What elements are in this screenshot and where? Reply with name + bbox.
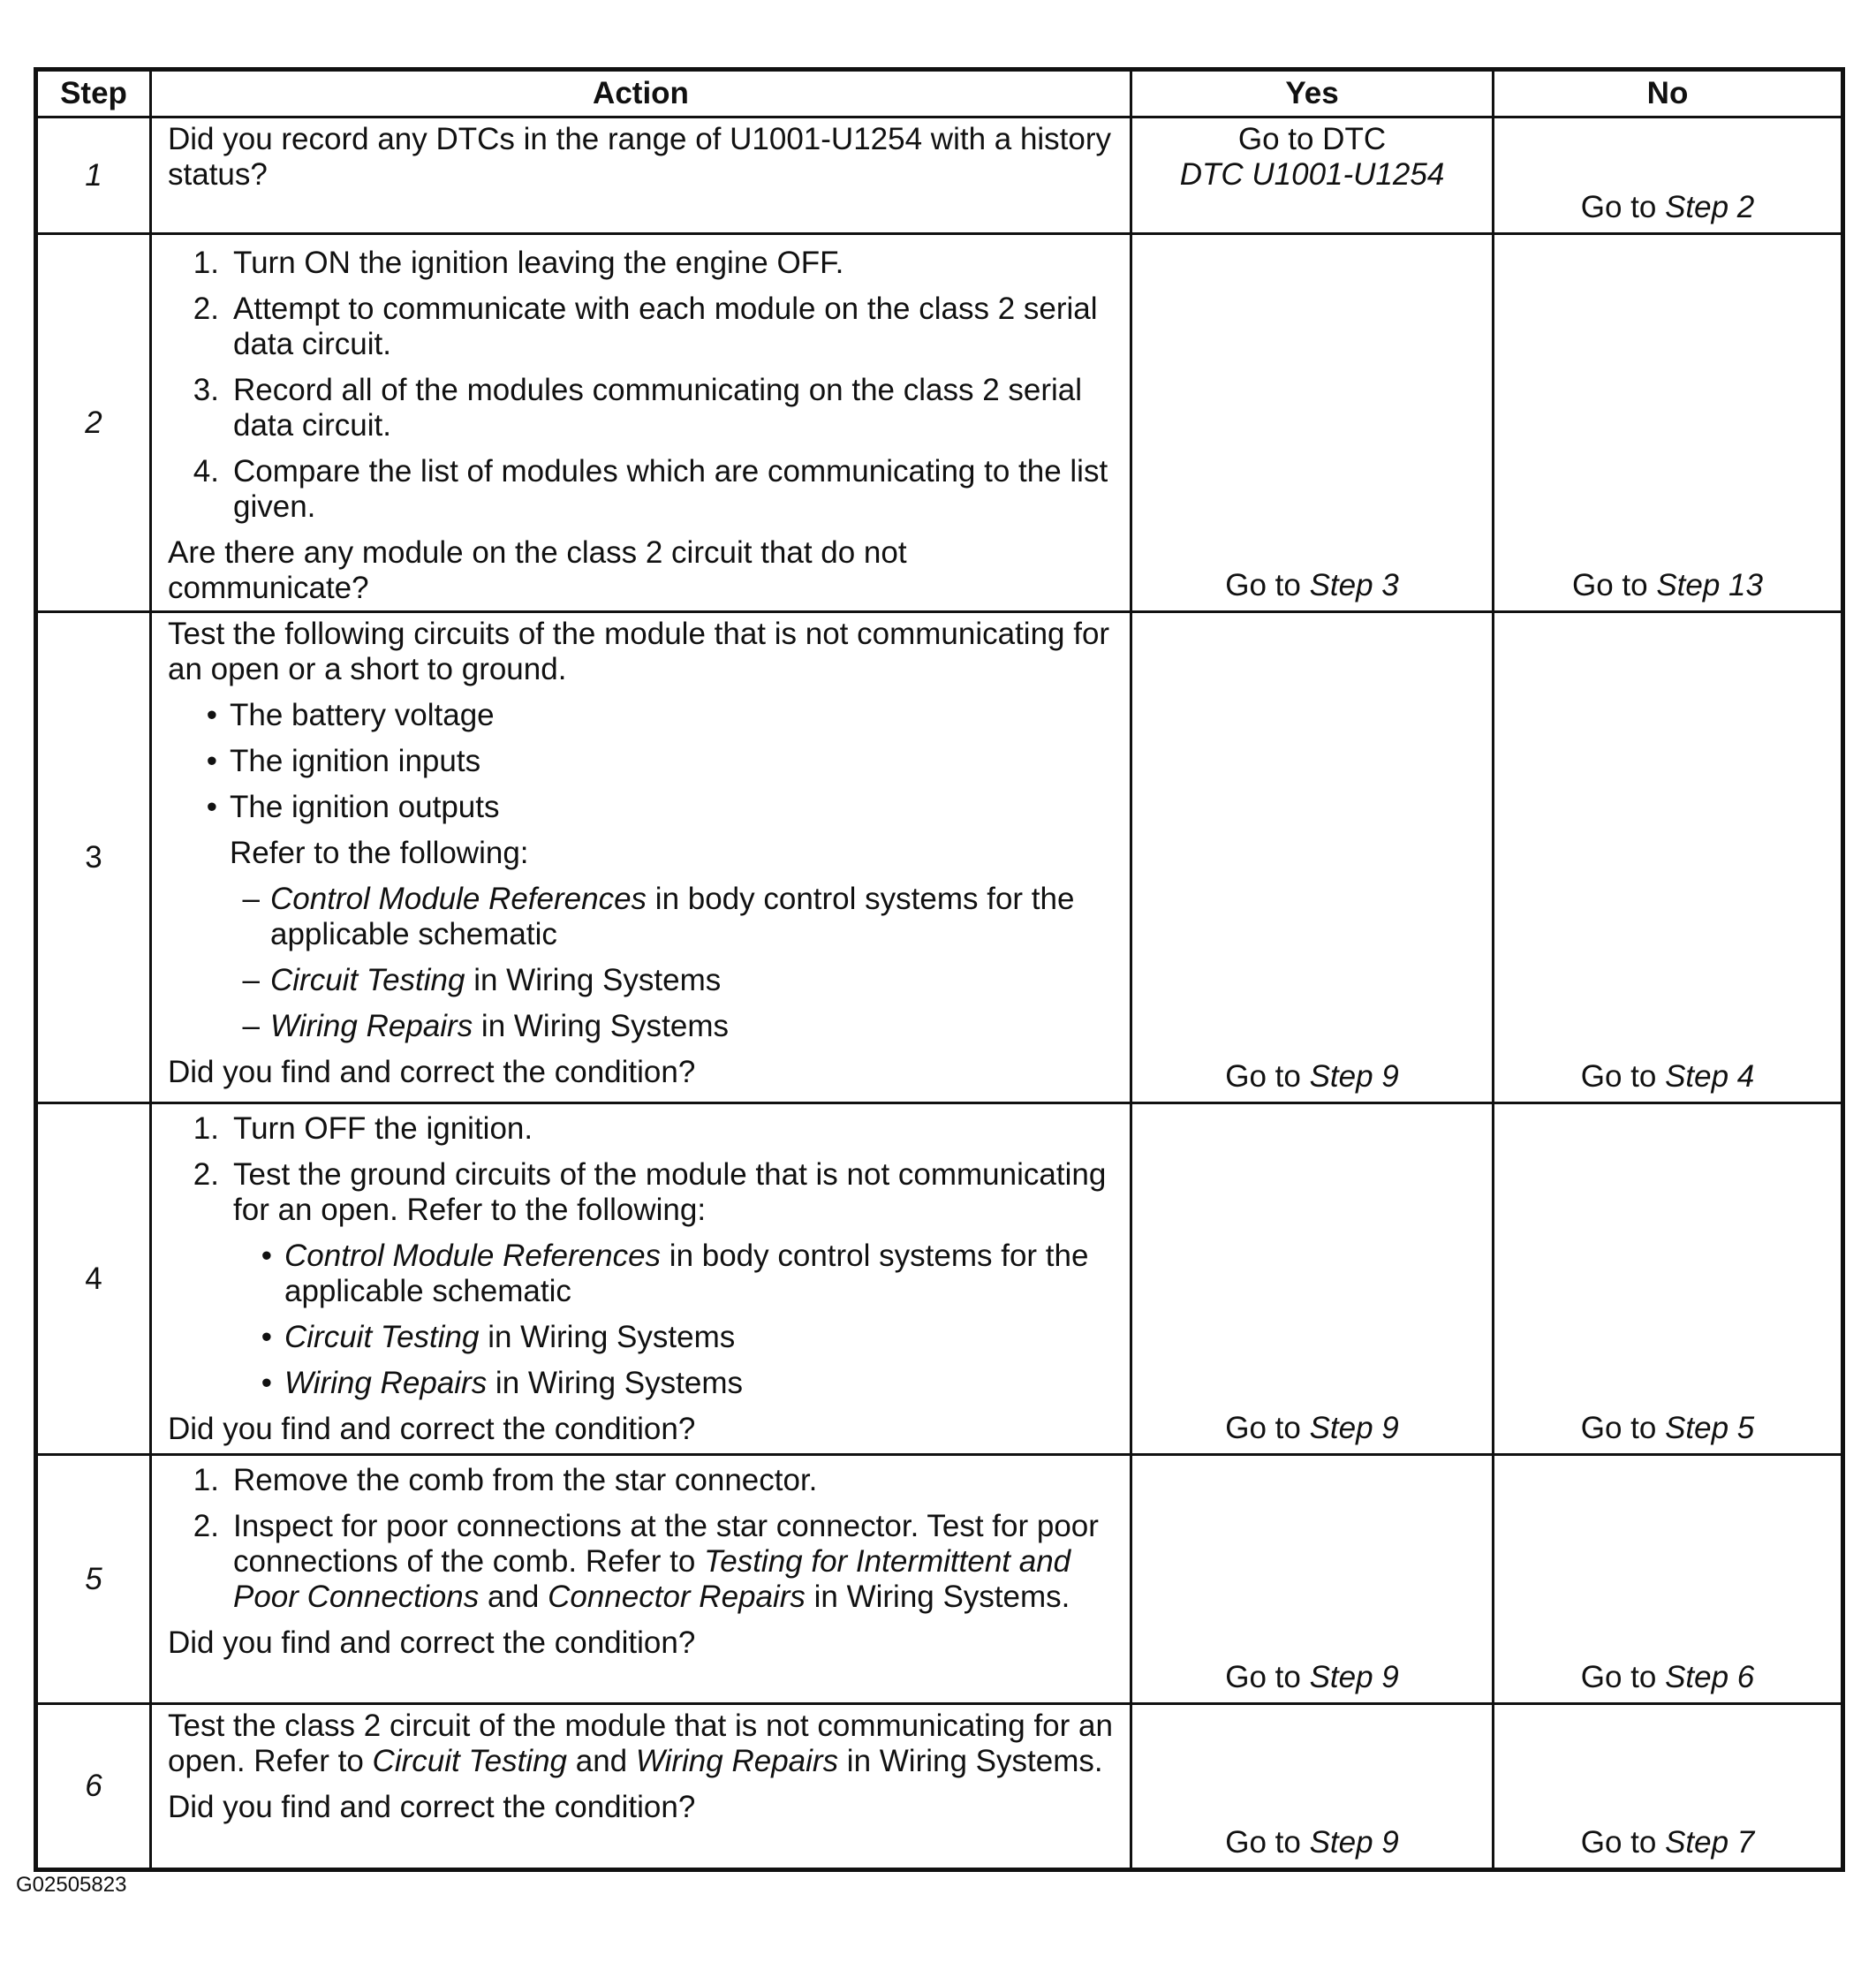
reference-item: • Control Module References in body control systems for the applicable schematic	[261, 1239, 1089, 1308]
action-cell	[151, 1103, 1131, 1455]
header-no: No	[1494, 70, 1843, 117]
no-cell	[1494, 1103, 1843, 1455]
numbered-list	[168, 1111, 1114, 1228]
no-cell	[1494, 1704, 1843, 1870]
reference-link[interactable]: Circuit Testing	[372, 1744, 568, 1778]
no-link[interactable]: Step 13	[1656, 568, 1763, 602]
no-link[interactable]: Step 5	[1665, 1411, 1755, 1445]
bullet-list	[168, 698, 1114, 825]
table-row-step-3	[36, 612, 1843, 1103]
reference-link[interactable]: Control Module References	[284, 1239, 662, 1273]
action-text: Did you record any DTCs in the range of U1001-U1254 with a history status?	[168, 122, 1112, 192]
reference-item: • Circuit Testing in Wiring Systems	[261, 1320, 736, 1354]
reference-item: – Circuit Testing in Wiring Systems	[242, 963, 722, 997]
step-number: 1	[36, 117, 151, 234]
list-item: • The ignition inputs	[206, 744, 481, 778]
reference-item: • Wiring Repairs in Wiring Systems	[261, 1366, 743, 1400]
reference-link[interactable]: Circuit Testing	[284, 1320, 480, 1354]
action-cell	[151, 612, 1131, 1103]
intro-text: Test the following circuits of the module that is not communicating for an open or a short to ground.	[168, 617, 1110, 686]
header-yes: Yes	[1131, 70, 1494, 117]
action-cell	[151, 1704, 1131, 1870]
question-text: Did you find and correct the condition?	[168, 1055, 696, 1089]
table-row-step-6	[36, 1704, 1843, 1870]
yes-link[interactable]: Step 9	[1309, 1660, 1399, 1694]
yes-link[interactable]: Step 9	[1309, 1059, 1399, 1094]
no-prefix: Go to	[1580, 1660, 1666, 1694]
reference-link[interactable]: Testing for Intermittent and Poor Connections	[233, 1544, 1071, 1614]
yes-cell	[1131, 1103, 1494, 1455]
list-item: 2. Test the ground circuits of the module that is not communicating for an open. Refer to the following:	[193, 1157, 1107, 1227]
no-link[interactable]: Step 7	[1665, 1825, 1755, 1860]
reference-item: – Wiring Repairs in Wiring Systems	[242, 1009, 729, 1043]
question-text: Did you find and correct the condition?	[168, 1412, 696, 1446]
reference-link[interactable]: Circuit Testing	[270, 963, 465, 997]
reference-link[interactable]: Wiring Repairs	[635, 1744, 839, 1778]
reference-link[interactable]: Wiring Repairs	[270, 1009, 473, 1043]
no-prefix: Go to	[1580, 190, 1666, 224]
action-text: Test the class 2 circuit of the module that is not communicating for an open. Refer to Circuit Testing and Wiring Repairs in Wiring Systems.	[168, 1709, 1113, 1778]
list-item: 3. Record all of the modules communicating on the class 2 serial data circuit.	[193, 373, 1083, 443]
yes-cell	[1131, 1455, 1494, 1704]
no-link[interactable]: Step 4	[1665, 1059, 1755, 1094]
action-cell	[151, 234, 1131, 612]
reference-item: – Control Module References in body control systems for the applicable schematic	[242, 882, 1075, 951]
no-prefix: Go to	[1580, 1059, 1666, 1094]
list-item: 1. Turn ON the ignition leaving the engine OFF.	[193, 246, 844, 280]
yes-link[interactable]: Step 9	[1309, 1411, 1399, 1445]
no-cell	[1494, 234, 1843, 612]
step-number: 6	[36, 1704, 151, 1870]
header-action: Action	[151, 70, 1131, 117]
table-row-step-4	[36, 1103, 1843, 1455]
list-item: 1. Remove the comb from the star connector.	[193, 1463, 818, 1497]
step-number: 3	[36, 612, 151, 1103]
no-cell	[1494, 1455, 1843, 1704]
no-link[interactable]: Step 6	[1665, 1660, 1755, 1694]
yes-cell	[1131, 234, 1494, 612]
yes-prefix: Go to	[1225, 1059, 1310, 1094]
no-prefix: Go to	[1572, 568, 1657, 602]
reference-link[interactable]: Wiring Repairs	[284, 1366, 488, 1400]
step-number: 4	[36, 1103, 151, 1455]
action-cell	[151, 1455, 1131, 1704]
reference-list	[168, 1239, 1114, 1401]
yes-link-dtc[interactable]	[1148, 157, 1476, 193]
step-number: 5	[36, 1455, 151, 1704]
figure-id: G02505823	[16, 1873, 127, 1897]
list-item: 4. Compare the list of modules which are communicating to the list given.	[193, 454, 1108, 524]
yes-link[interactable]: Step 3	[1309, 568, 1399, 602]
header-step: Step	[36, 70, 151, 117]
table-row-step-2	[36, 234, 1843, 612]
yes-cell	[1131, 612, 1494, 1103]
yes-cell	[1131, 1704, 1494, 1870]
list-item: • The battery voltage	[206, 698, 495, 732]
yes-prefix: Go to	[1225, 568, 1310, 602]
step-number: 2	[36, 234, 151, 612]
question-text: Did you find and correct the condition?	[168, 1790, 696, 1824]
no-link[interactable]: Step 2	[1665, 190, 1755, 224]
table-row-step-1	[36, 117, 1843, 234]
list-item: 2. Attempt to communicate with each module on the class 2 serial data circuit.	[193, 292, 1098, 361]
yes-cell	[1131, 117, 1494, 234]
yes-prefix: Go to	[1225, 1660, 1310, 1694]
yes-line-1: Go to DTC	[1237, 122, 1387, 156]
yes-prefix: Go to	[1225, 1825, 1310, 1860]
question-text: Did you find and correct the condition?	[168, 1625, 696, 1660]
yes-prefix: Go to	[1225, 1411, 1310, 1445]
list-item: 2. Inspect for poor connections at the star connector. Test for poor connections of the comb. Refer to Testing for Intermittent and Poor Connections and Connector Repairs in Wiring Systems.	[193, 1509, 1099, 1614]
no-cell	[1494, 612, 1843, 1103]
no-prefix: Go to	[1580, 1825, 1666, 1860]
numbered-list	[168, 246, 1114, 525]
refer-text: Refer to the following:	[230, 836, 529, 870]
reference-list	[168, 882, 1114, 1044]
no-cell	[1494, 117, 1843, 234]
yes-link-text: DTC U1001-U1254	[1179, 157, 1445, 192]
numbered-list	[168, 1463, 1114, 1615]
diagnostic-table	[34, 67, 1845, 1872]
reference-link[interactable]: Control Module References	[270, 882, 647, 916]
reference-link[interactable]: Connector Repairs	[548, 1580, 806, 1614]
yes-link[interactable]: Step 9	[1309, 1825, 1399, 1860]
diagnostic-table-container	[34, 67, 1841, 1872]
list-item: • The ignition outputs	[206, 790, 500, 824]
no-prefix: Go to	[1580, 1411, 1666, 1445]
header-row	[36, 70, 1843, 117]
action-cell	[151, 117, 1131, 234]
list-item: 1. Turn OFF the ignition.	[193, 1111, 533, 1146]
question-text: Are there any module on the class 2 circuit that do not communicate?	[168, 535, 907, 605]
table-row-step-5	[36, 1455, 1843, 1704]
